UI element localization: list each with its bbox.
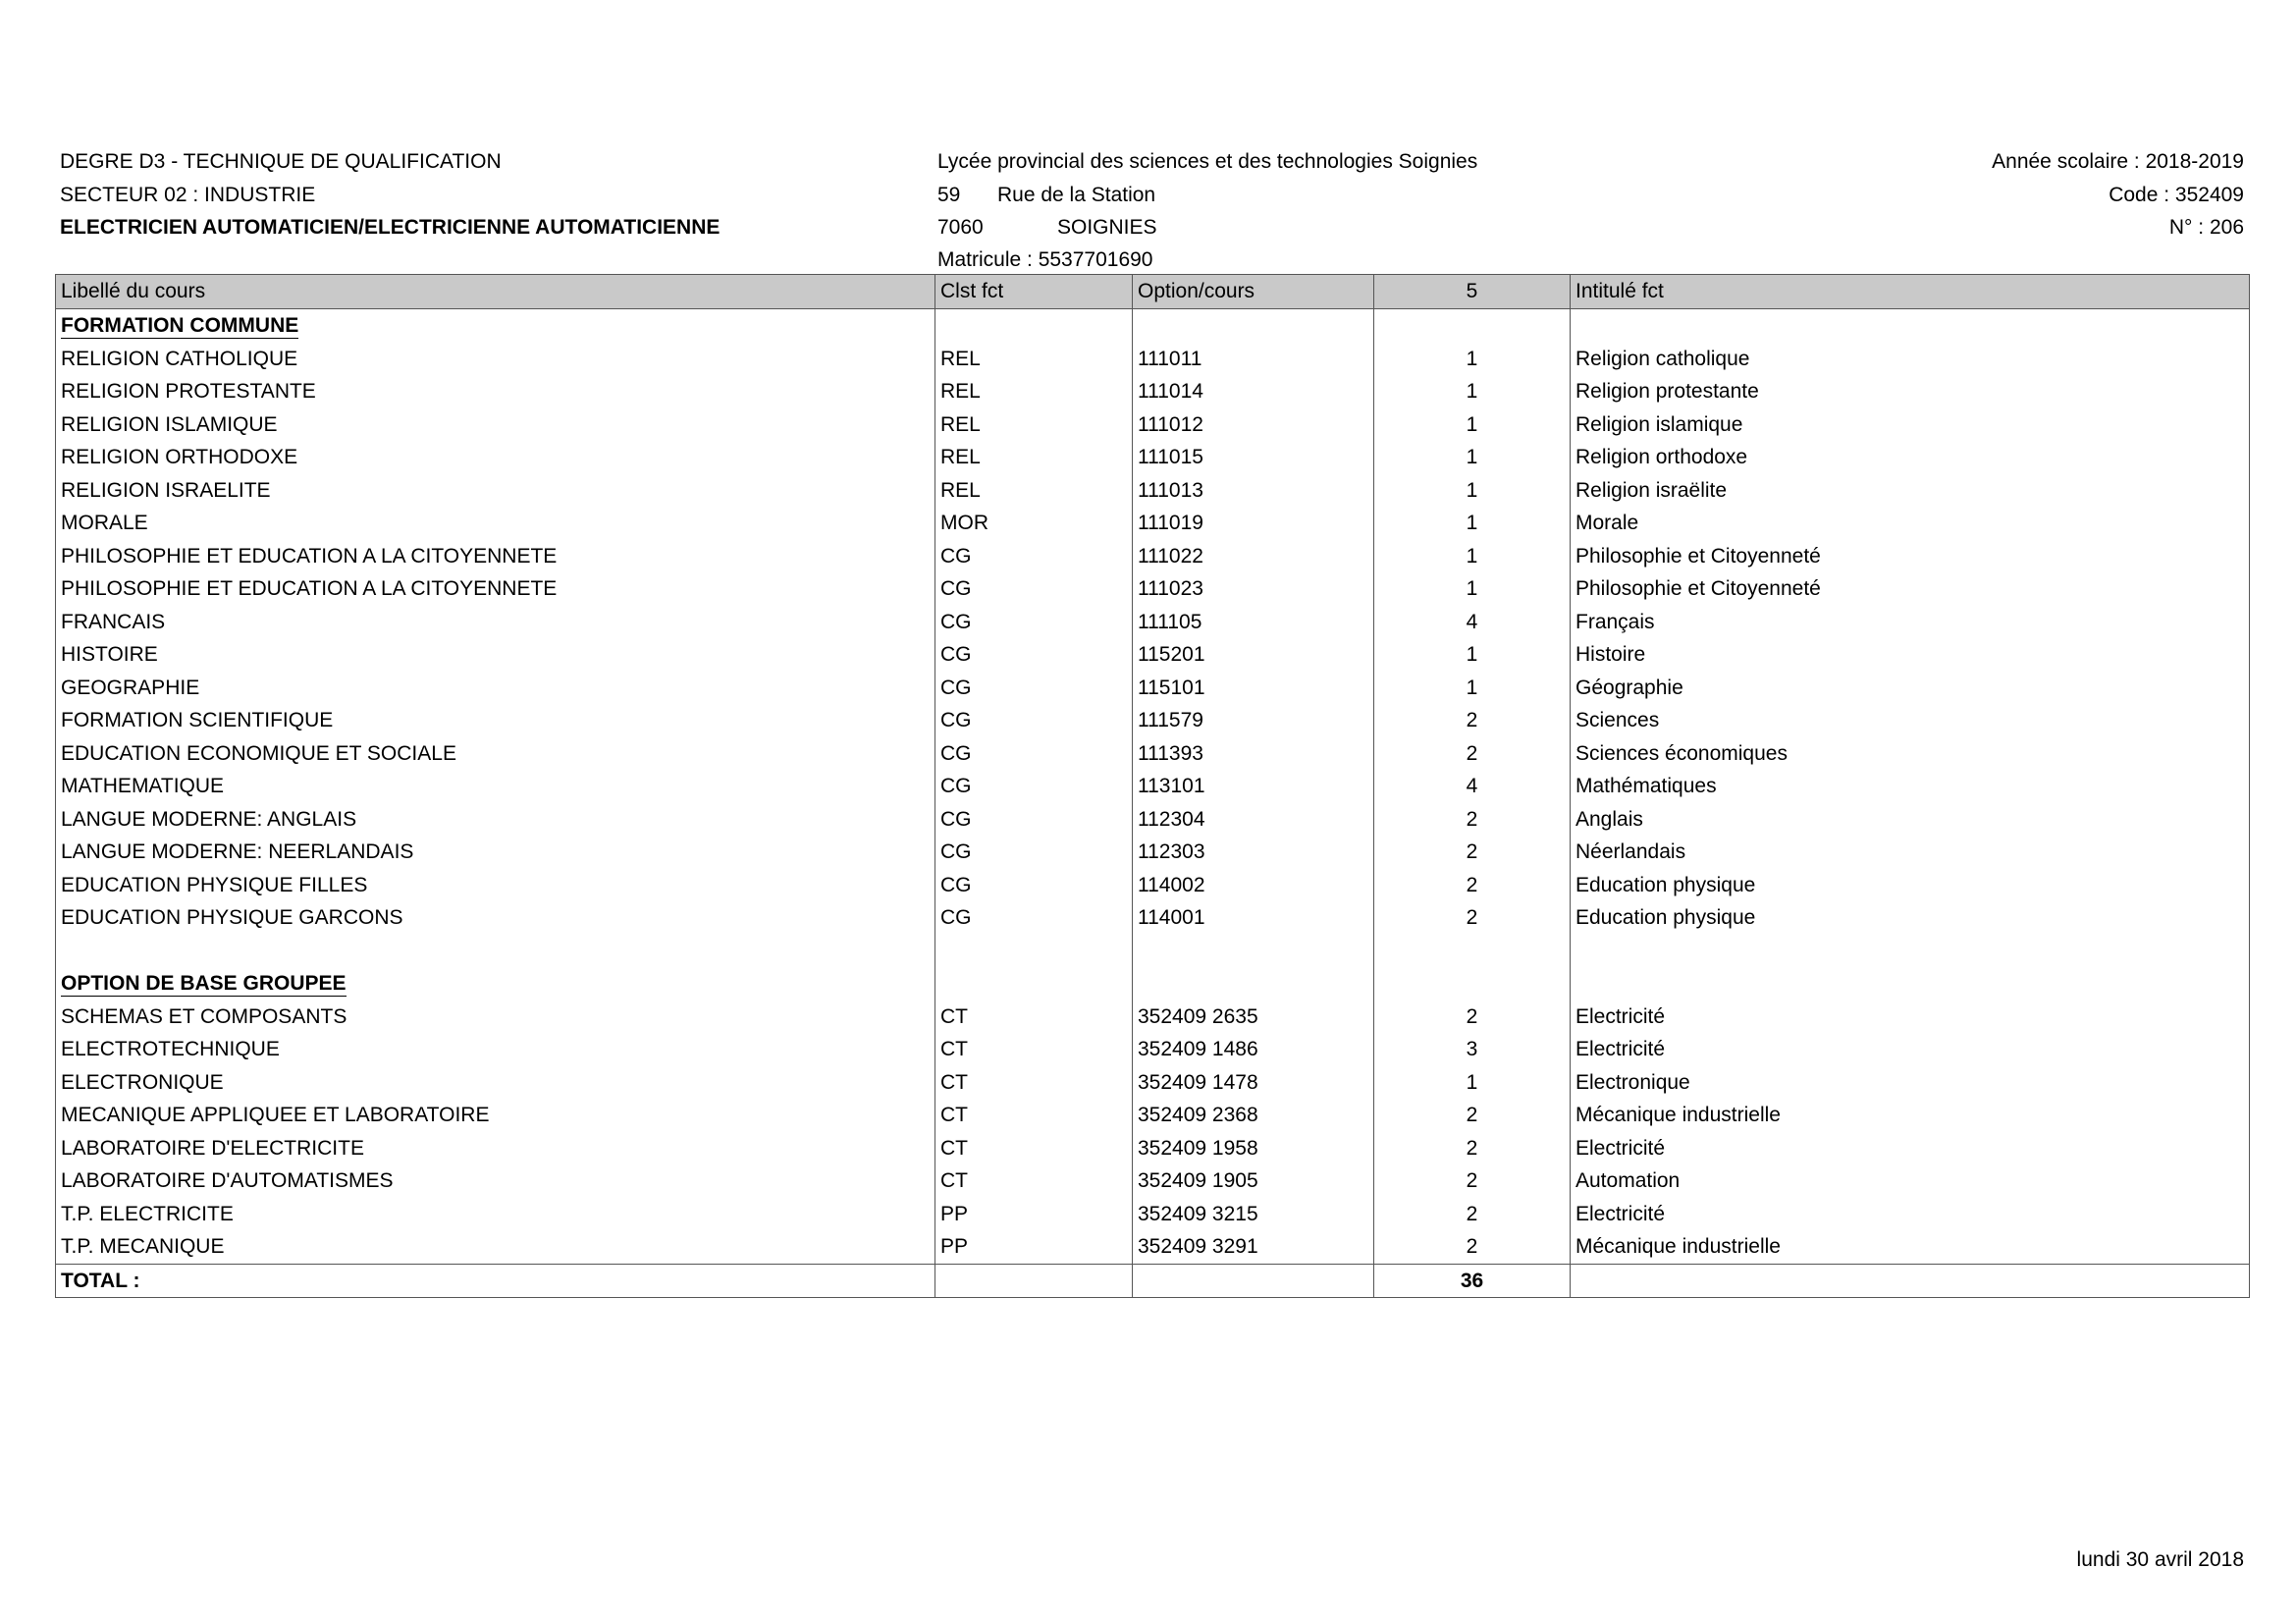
course-title: Electricité <box>1571 1132 2250 1165</box>
course-hours: 2 <box>1374 1132 1571 1165</box>
school-address <box>937 179 1155 212</box>
document-number: N° : 206 <box>2168 216 2244 239</box>
course-title: Mécanique industrielle <box>1571 1099 2250 1132</box>
course-title: Néerlandais <box>1571 836 2250 869</box>
course-title: Anglais <box>1571 803 2250 837</box>
course-hours: 1 <box>1374 343 1571 376</box>
course-hours: 1 <box>1374 441 1571 474</box>
course-name: PHILOSOPHIE ET EDUCATION A LA CITOYENNETE <box>56 540 935 573</box>
empty-cell <box>1133 1264 1374 1298</box>
table-row <box>56 1066 2250 1100</box>
empty-cell <box>1571 935 2250 968</box>
course-option-code: 111393 <box>1133 737 1374 771</box>
empty-cell <box>1571 309 2250 343</box>
course-hours: 4 <box>1374 770 1571 803</box>
course-classification: CG <box>935 638 1133 672</box>
course-classification: REL <box>935 474 1133 508</box>
course-hours: 1 <box>1374 408 1571 442</box>
course-table <box>55 274 2250 1298</box>
column-header-course: Libellé du cours <box>56 275 935 309</box>
section-title: OPTION DE BASE GROUPEE <box>61 972 347 995</box>
table-row <box>56 704 2250 737</box>
course-hours: 2 <box>1374 901 1571 935</box>
course-option-code: 352409 3215 <box>1133 1198 1374 1231</box>
course-title: Philosophie et Citoyenneté <box>1571 540 2250 573</box>
course-name: ELECTROTECHNIQUE <box>56 1033 935 1066</box>
course-option-code: 352409 2635 <box>1133 1001 1374 1034</box>
course-option-code: 352409 1478 <box>1133 1066 1374 1100</box>
course-name: SCHEMAS ET COMPOSANTS <box>56 1001 935 1034</box>
course-option-code: 352409 1958 <box>1133 1132 1374 1165</box>
course-title: Philosophie et Citoyenneté <box>1571 572 2250 606</box>
course-classification: CT <box>935 1001 1133 1034</box>
course-option-code: 111579 <box>1133 704 1374 737</box>
table-row <box>56 474 2250 508</box>
course-classification: CG <box>935 540 1133 573</box>
street-name: Rue de la Station <box>997 184 1156 206</box>
empty-cell <box>1133 967 1374 1001</box>
course-title: Religion protestante <box>1571 375 2250 408</box>
course-hours: 1 <box>1374 474 1571 508</box>
course-name: PHILOSOPHIE ET EDUCATION A LA CITOYENNETE <box>56 572 935 606</box>
table-row <box>56 1001 2250 1034</box>
empty-cell <box>935 935 1133 968</box>
empty-cell <box>56 935 935 968</box>
course-hours: 2 <box>1374 803 1571 837</box>
column-header-option: Option/cours <box>1133 275 1374 309</box>
course-option-code: 112304 <box>1133 803 1374 837</box>
empty-cell <box>1133 935 1374 968</box>
course-hours: 1 <box>1374 638 1571 672</box>
section-header-row <box>56 309 2250 343</box>
course-option-code: 111105 <box>1133 606 1374 639</box>
section-header-cell <box>56 309 935 343</box>
table-row <box>56 441 2250 474</box>
course-title: Sciences économiques <box>1571 737 2250 771</box>
course-name: LANGUE MODERNE: NEERLANDAIS <box>56 836 935 869</box>
empty-cell <box>1374 967 1571 1001</box>
table-row <box>56 408 2250 442</box>
course-classification: REL <box>935 441 1133 474</box>
course-name: T.P. MECANIQUE <box>56 1230 935 1264</box>
course-classification: CG <box>935 836 1133 869</box>
section-header-cell <box>56 967 935 1001</box>
course-classification: CT <box>935 1132 1133 1165</box>
course-classification: CG <box>935 770 1133 803</box>
course-option-code: 111015 <box>1133 441 1374 474</box>
course-option-code: 114001 <box>1133 901 1374 935</box>
course-hours: 2 <box>1374 704 1571 737</box>
course-hours: 1 <box>1374 375 1571 408</box>
empty-cell <box>935 309 1133 343</box>
course-title: Education physique <box>1571 869 2250 902</box>
course-title: Religion catholique <box>1571 343 2250 376</box>
course-title: Histoire <box>1571 638 2250 672</box>
section-title: FORMATION COMMUNE <box>61 314 299 337</box>
course-option-code: 115201 <box>1133 638 1374 672</box>
table-row <box>56 737 2250 771</box>
course-name: RELIGION ISRAELITE <box>56 474 935 508</box>
course-title: Français <box>1571 606 2250 639</box>
table-row <box>56 901 2250 935</box>
footer-date: lundi 30 avril 2018 <box>2076 1548 2244 1571</box>
course-name: RELIGION PROTESTANTE <box>56 375 935 408</box>
course-name: FRANCAIS <box>56 606 935 639</box>
course-option-code: 352409 3291 <box>1133 1230 1374 1264</box>
course-name: ELECTRONIQUE <box>56 1066 935 1100</box>
course-classification: REL <box>935 343 1133 376</box>
table-row <box>56 1099 2250 1132</box>
course-option-code: 111023 <box>1133 572 1374 606</box>
empty-cell <box>1374 309 1571 343</box>
course-hours: 1 <box>1374 540 1571 573</box>
course-name: EDUCATION ECONOMIQUE ET SOCIALE <box>56 737 935 771</box>
course-name: LANGUE MODERNE: ANGLAIS <box>56 803 935 837</box>
course-title: Religion israëlite <box>1571 474 2250 508</box>
course-classification: CT <box>935 1099 1133 1132</box>
course-name: FORMATION SCIENTIFIQUE <box>56 704 935 737</box>
course-hours: 1 <box>1374 1066 1571 1100</box>
course-classification: CG <box>935 606 1133 639</box>
profession-label: ELECTRICIEN AUTOMATICIEN/ELECTRICIENNE AUTOMATICIENNE <box>60 216 721 239</box>
course-title: Automation <box>1571 1164 2250 1198</box>
column-header-title: Intitulé fct <box>1571 275 2250 309</box>
course-hours: 4 <box>1374 606 1571 639</box>
total-label: TOTAL : <box>56 1264 935 1298</box>
school-name: Lycée provincial des sciences et des technologies Soignies <box>937 150 1478 173</box>
table-row <box>56 1198 2250 1231</box>
street-number: 59 <box>937 184 961 206</box>
table-row <box>56 1033 2250 1066</box>
course-hours: 2 <box>1374 1198 1571 1231</box>
table-row <box>56 540 2250 573</box>
course-hours: 1 <box>1374 672 1571 705</box>
course-option-code: 111012 <box>1133 408 1374 442</box>
course-title: Morale <box>1571 507 2250 540</box>
course-name: T.P. ELECTRICITE <box>56 1198 935 1231</box>
course-title: Electricité <box>1571 1198 2250 1231</box>
course-classification: CG <box>935 803 1133 837</box>
course-title: Electricité <box>1571 1033 2250 1066</box>
empty-cell <box>935 1264 1133 1298</box>
course-classification: REL <box>935 375 1133 408</box>
course-option-code: 111019 <box>1133 507 1374 540</box>
course-classification: CG <box>935 704 1133 737</box>
course-hours: 2 <box>1374 869 1571 902</box>
table-row <box>56 375 2250 408</box>
postal-code: 7060 <box>937 216 984 239</box>
course-option-code: 115101 <box>1133 672 1374 705</box>
table-row <box>56 572 2250 606</box>
course-option-code: 352409 1905 <box>1133 1164 1374 1198</box>
matricule: Matricule : 5537701690 <box>937 248 1153 271</box>
sector-label: SECTEUR 02 : INDUSTRIE <box>60 184 316 206</box>
course-title: Religion islamique <box>1571 408 2250 442</box>
course-name: LABORATOIRE D'ELECTRICITE <box>56 1132 935 1165</box>
course-classification: CG <box>935 901 1133 935</box>
empty-cell <box>935 967 1133 1001</box>
course-hours: 2 <box>1374 1099 1571 1132</box>
degree-label: DEGRE D3 - TECHNIQUE DE QUALIFICATION <box>60 150 502 173</box>
course-hours: 1 <box>1374 507 1571 540</box>
course-name: MATHEMATIQUE <box>56 770 935 803</box>
column-header-year: 5 <box>1374 275 1571 309</box>
course-option-code: 111011 <box>1133 343 1374 376</box>
section-header-row <box>56 967 2250 1001</box>
school-year: Année scolaire : 2018-2019 <box>1992 150 2244 173</box>
course-name: RELIGION ORTHODOXE <box>56 441 935 474</box>
course-title: Education physique <box>1571 901 2250 935</box>
course-name: RELIGION CATHOLIQUE <box>56 343 935 376</box>
course-option-code: 352409 2368 <box>1133 1099 1374 1132</box>
course-classification: CT <box>935 1164 1133 1198</box>
course-hours: 2 <box>1374 737 1571 771</box>
course-classification: CG <box>935 869 1133 902</box>
course-option-code: 114002 <box>1133 869 1374 902</box>
course-option-code: 112303 <box>1133 836 1374 869</box>
course-hours: 1 <box>1374 572 1571 606</box>
total-row <box>56 1264 2250 1298</box>
course-name: EDUCATION PHYSIQUE FILLES <box>56 869 935 902</box>
course-name: LABORATOIRE D'AUTOMATISMES <box>56 1164 935 1198</box>
course-classification: CT <box>935 1033 1133 1066</box>
course-name: MECANIQUE APPLIQUEE ET LABORATOIRE <box>56 1099 935 1132</box>
school-city <box>937 211 1157 244</box>
course-classification: CG <box>935 737 1133 771</box>
column-header-classification: Clst fct <box>935 275 1133 309</box>
table-row <box>56 1230 2250 1264</box>
table-row <box>56 672 2250 705</box>
course-option-code: 111014 <box>1133 375 1374 408</box>
course-title: Sciences <box>1571 704 2250 737</box>
course-title: Géographie <box>1571 672 2250 705</box>
table-row <box>56 1164 2250 1198</box>
course-name: HISTOIRE <box>56 638 935 672</box>
course-title: Electricité <box>1571 1001 2250 1034</box>
table-row <box>56 1132 2250 1165</box>
spacer-row <box>56 935 2250 968</box>
course-option-code: 352409 1486 <box>1133 1033 1374 1066</box>
course-hours: 2 <box>1374 836 1571 869</box>
course-name: MORALE <box>56 507 935 540</box>
option-code: Code : 352409 <box>2109 184 2244 206</box>
course-name: EDUCATION PHYSIQUE GARCONS <box>56 901 935 935</box>
table-row <box>56 507 2250 540</box>
table-row <box>56 869 2250 902</box>
empty-cell <box>1571 1264 2250 1298</box>
course-hours: 2 <box>1374 1230 1571 1264</box>
empty-cell <box>1374 935 1571 968</box>
course-title: Electronique <box>1571 1066 2250 1100</box>
course-classification: PP <box>935 1198 1133 1231</box>
table-body <box>56 309 2250 1298</box>
empty-cell <box>1571 967 2250 1001</box>
course-hours: 3 <box>1374 1033 1571 1066</box>
course-hours: 2 <box>1374 1001 1571 1034</box>
course-classification: CT <box>935 1066 1133 1100</box>
table-row <box>56 638 2250 672</box>
course-title: Mécanique industrielle <box>1571 1230 2250 1264</box>
course-title: Mathématiques <box>1571 770 2250 803</box>
course-name: RELIGION ISLAMIQUE <box>56 408 935 442</box>
table-row <box>56 836 2250 869</box>
course-option-code: 111022 <box>1133 540 1374 573</box>
table-row <box>56 343 2250 376</box>
table-row <box>56 803 2250 837</box>
course-classification: CG <box>935 572 1133 606</box>
course-classification: PP <box>935 1230 1133 1264</box>
course-classification: REL <box>935 408 1133 442</box>
course-option-code: 113101 <box>1133 770 1374 803</box>
city-name: SOIGNIES <box>1057 216 1157 239</box>
table-row <box>56 606 2250 639</box>
total-value: 36 <box>1374 1264 1571 1298</box>
course-classification: MOR <box>935 507 1133 540</box>
table-row <box>56 770 2250 803</box>
course-title: Religion orthodoxe <box>1571 441 2250 474</box>
course-option-code: 111013 <box>1133 474 1374 508</box>
course-hours: 2 <box>1374 1164 1571 1198</box>
empty-cell <box>1133 309 1374 343</box>
course-name: GEOGRAPHIE <box>56 672 935 705</box>
course-classification: CG <box>935 672 1133 705</box>
table-header-row <box>56 275 2250 309</box>
